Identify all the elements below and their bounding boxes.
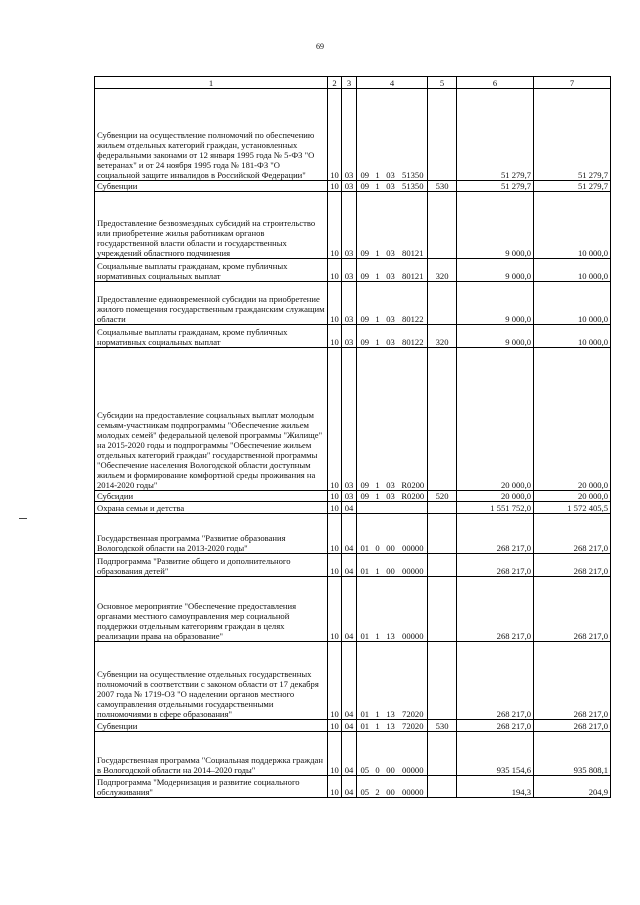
row-section: 10 [328, 554, 342, 577]
row-amount-col6: 1 551 752,0 [457, 502, 534, 514]
row-amount-col7: 268 217,0 [534, 720, 611, 732]
row-code-c: 03 [383, 181, 399, 192]
row-code-d: 00000 [399, 514, 428, 554]
row-name: Субвенции [95, 181, 328, 192]
row-name: Государственная программа "Развитие образования Вологодской области на 2013-2020 годы" [95, 514, 328, 554]
row-section: 10 [328, 282, 342, 325]
row-code-a: 09 [357, 348, 373, 491]
header-col-6: 6 [457, 77, 534, 89]
row-code-c: 03 [383, 192, 399, 259]
row-subsection: 04 [342, 577, 357, 642]
row-amount-col7: 20 000,0 [534, 348, 611, 491]
row-name: Субвенции [95, 720, 328, 732]
row-code-c: 00 [383, 732, 399, 776]
row-amount-col6: 935 154,6 [457, 732, 534, 776]
row-name: Социальные выплаты гражданам, кроме публичных нормативных социальных выплат [95, 325, 328, 348]
row-section: 10 [328, 776, 342, 798]
row-code-d: 80122 [399, 282, 428, 325]
row-subsection: 03 [342, 259, 357, 282]
row-code-b: 0 [373, 514, 383, 554]
row-section: 10 [328, 89, 342, 181]
row-code-d: 80122 [399, 325, 428, 348]
row-expense-type: 530 [428, 720, 457, 732]
row-code-a: 09 [357, 181, 373, 192]
row-subsection: 04 [342, 554, 357, 577]
budget-table [94, 76, 611, 798]
row-name: Предоставление единовременной субсидии на приобретение жилого помещения государственным гражданским служащим области [95, 282, 328, 325]
row-code-a: 05 [357, 732, 373, 776]
row-amount-col7: 10 000,0 [534, 325, 611, 348]
row-section: 10 [328, 732, 342, 776]
row-amount-col6: 268 217,0 [457, 577, 534, 642]
row-section: 10 [328, 642, 342, 720]
row-expense-type [428, 502, 457, 514]
row-expense-type: 320 [428, 325, 457, 348]
row-subsection: 04 [342, 502, 357, 514]
row-code-a [357, 502, 373, 514]
row-section: 10 [328, 514, 342, 554]
row-code-b: 1 [373, 259, 383, 282]
row-code-c: 00 [383, 776, 399, 798]
row-code-b: 1 [373, 554, 383, 577]
row-code-b [373, 502, 383, 514]
table-row [95, 554, 611, 577]
row-code-a: 01 [357, 720, 373, 732]
row-expense-type [428, 776, 457, 798]
row-code-a: 05 [357, 776, 373, 798]
row-subsection: 04 [342, 642, 357, 720]
row-name: Предоставление безвозмездных субсидий на строительство или приобретение жилья работникам органов государственной власти области и государственных учреждений областного подчинения [95, 192, 328, 259]
row-expense-type: 520 [428, 491, 457, 502]
row-code-a: 09 [357, 282, 373, 325]
row-code-c: 03 [383, 325, 399, 348]
table-row [95, 192, 611, 259]
row-amount-col6: 20 000,0 [457, 348, 534, 491]
row-code-b: 1 [373, 89, 383, 181]
table-row [95, 348, 611, 491]
row-name: Субсидии [95, 491, 328, 502]
row-amount-col6: 51 279,7 [457, 181, 534, 192]
row-code-c: 03 [383, 491, 399, 502]
row-section: 10 [328, 502, 342, 514]
row-amount-col7: 1 572 405,5 [534, 502, 611, 514]
row-name: Подпрограмма "Развитие общего и дополнительного образования детей" [95, 554, 328, 577]
row-amount-col7: 268 217,0 [534, 514, 611, 554]
row-code-a: 09 [357, 491, 373, 502]
row-code-c: 13 [383, 577, 399, 642]
row-amount-col7: 20 000,0 [534, 491, 611, 502]
table-row [95, 491, 611, 502]
row-code-b: 1 [373, 491, 383, 502]
row-section: 10 [328, 325, 342, 348]
row-subsection: 03 [342, 192, 357, 259]
row-amount-col6: 268 217,0 [457, 720, 534, 732]
row-subsection: 03 [342, 348, 357, 491]
row-name: Субсидии на предоставление социальных выплат молодым семьям-участникам подпрограммы "Обеспечение жильем молодых семей" федеральной целевой программы "Жилище" на 2015-2020 годы и подпрограммы "Обеспечение жильем отдельных категорий граждан" государственной программы "Обеспечение населения Вологодской области доступным жильем и формирование комфортной среды проживания на 2014-2020 годы" [95, 348, 328, 491]
row-expense-type [428, 732, 457, 776]
row-subsection: 03 [342, 325, 357, 348]
row-expense-type [428, 577, 457, 642]
row-amount-col7: 268 217,0 [534, 577, 611, 642]
row-code-d: 00000 [399, 776, 428, 798]
table-row [95, 502, 611, 514]
row-code-a: 09 [357, 325, 373, 348]
margin-mark [19, 518, 27, 519]
row-code-b: 1 [373, 181, 383, 192]
table-row [95, 181, 611, 192]
row-code-a: 01 [357, 642, 373, 720]
row-name: Субвенции на осуществление отдельных государственных полномочий в соответствии с законом области от 17 декабря 2007 года № 1719-ОЗ "О наделении органов местного самоуправления отдельными государственными полномочиями в сфере образования" [95, 642, 328, 720]
header-col-7: 7 [534, 77, 611, 89]
row-name: Субвенции на осуществление полномочий по обеспечению жильем отдельных категорий граждан, установленных федеральными законами от 12 января 1995 года № 5-ФЗ "О ветеранах" и от 24 ноября 1995 года № 181-ФЗ "О социальной защите инвалидов в Российской Федерации" [95, 89, 328, 181]
row-expense-type [428, 514, 457, 554]
row-subsection: 03 [342, 491, 357, 502]
row-section: 10 [328, 348, 342, 491]
row-amount-col7: 10 000,0 [534, 192, 611, 259]
row-subsection: 04 [342, 720, 357, 732]
table-row [95, 89, 611, 181]
row-code-d: 80121 [399, 259, 428, 282]
row-code-a: 09 [357, 192, 373, 259]
row-code-b: 1 [373, 642, 383, 720]
row-amount-col6: 20 000,0 [457, 491, 534, 502]
row-code-b: 1 [373, 282, 383, 325]
row-code-d: 51350 [399, 89, 428, 181]
header-col-1: 1 [95, 77, 328, 89]
row-amount-col7: 268 217,0 [534, 554, 611, 577]
row-subsection: 03 [342, 282, 357, 325]
row-section: 10 [328, 181, 342, 192]
row-section: 10 [328, 720, 342, 732]
row-subsection: 03 [342, 181, 357, 192]
row-code-c: 00 [383, 514, 399, 554]
row-subsection: 04 [342, 732, 357, 776]
table-row [95, 732, 611, 776]
header-col-5: 5 [428, 77, 457, 89]
row-code-a: 09 [357, 89, 373, 181]
row-code-a: 01 [357, 514, 373, 554]
table-row [95, 720, 611, 732]
row-code-c: 00 [383, 554, 399, 577]
row-code-b: 1 [373, 192, 383, 259]
row-section: 10 [328, 259, 342, 282]
row-expense-type [428, 192, 457, 259]
row-section: 10 [328, 491, 342, 502]
row-amount-col6: 51 279,7 [457, 89, 534, 181]
row-code-d: R0200 [399, 491, 428, 502]
table-row [95, 325, 611, 348]
header-col-3: 3 [342, 77, 357, 89]
row-expense-type [428, 554, 457, 577]
row-amount-col6: 9 000,0 [457, 259, 534, 282]
table-row [95, 282, 611, 325]
row-code-c: 13 [383, 720, 399, 732]
header-col-2: 2 [328, 77, 342, 89]
row-code-a: 01 [357, 577, 373, 642]
row-expense-type: 320 [428, 259, 457, 282]
row-amount-col7: 51 279,7 [534, 89, 611, 181]
row-amount-col6: 9 000,0 [457, 325, 534, 348]
row-subsection: 03 [342, 89, 357, 181]
row-amount-col6: 194,3 [457, 776, 534, 798]
row-code-c: 03 [383, 282, 399, 325]
table-row [95, 642, 611, 720]
row-section: 10 [328, 577, 342, 642]
row-code-b: 1 [373, 348, 383, 491]
row-code-c [383, 502, 399, 514]
row-code-a: 01 [357, 554, 373, 577]
row-amount-col6: 9 000,0 [457, 282, 534, 325]
row-code-c: 03 [383, 259, 399, 282]
row-code-b: 1 [373, 720, 383, 732]
row-code-c: 03 [383, 348, 399, 491]
row-code-d: 72020 [399, 720, 428, 732]
row-expense-type [428, 642, 457, 720]
row-name: Основное мероприятие "Обеспечение предоставления органами местного самоуправления мер социальной поддержки отдельным категориям граждан в целях реализации права на образование" [95, 577, 328, 642]
row-code-d: 51350 [399, 181, 428, 192]
row-code-d: 00000 [399, 554, 428, 577]
row-name: Подпрограмма "Модернизация и развитие социального обслуживания" [95, 776, 328, 798]
row-amount-col7: 268 217,0 [534, 642, 611, 720]
header-col-4: 4 [357, 77, 428, 89]
row-code-b: 0 [373, 732, 383, 776]
row-subsection: 04 [342, 776, 357, 798]
row-expense-type: 530 [428, 181, 457, 192]
table-row [95, 514, 611, 554]
row-amount-col7: 204,9 [534, 776, 611, 798]
row-code-b: 1 [373, 577, 383, 642]
row-amount-col6: 268 217,0 [457, 642, 534, 720]
row-code-d: 00000 [399, 577, 428, 642]
row-amount-col6: 268 217,0 [457, 514, 534, 554]
row-amount-col7: 51 279,7 [534, 181, 611, 192]
row-code-b: 2 [373, 776, 383, 798]
row-name: Государственная программа "Социальная поддержка граждан в Вологодской области на 2014–2020 годы" [95, 732, 328, 776]
row-code-c: 03 [383, 89, 399, 181]
row-name: Охрана семьи и детства [95, 502, 328, 514]
row-amount-col7: 935 808,1 [534, 732, 611, 776]
table-row [95, 259, 611, 282]
row-code-b: 1 [373, 325, 383, 348]
row-amount-col7: 10 000,0 [534, 259, 611, 282]
table-row [95, 776, 611, 798]
header-row [95, 77, 611, 89]
row-code-d [399, 502, 428, 514]
row-name: Социальные выплаты гражданам, кроме публичных нормативных социальных выплат [95, 259, 328, 282]
row-expense-type [428, 282, 457, 325]
row-code-d: R0200 [399, 348, 428, 491]
row-section: 10 [328, 192, 342, 259]
row-code-d: 80121 [399, 192, 428, 259]
row-code-c: 13 [383, 642, 399, 720]
table-row [95, 577, 611, 642]
row-code-d: 72020 [399, 642, 428, 720]
row-code-a: 09 [357, 259, 373, 282]
row-amount-col6: 9 000,0 [457, 192, 534, 259]
row-expense-type [428, 348, 457, 491]
row-subsection: 04 [342, 514, 357, 554]
row-expense-type [428, 89, 457, 181]
row-amount-col7: 10 000,0 [534, 282, 611, 325]
row-code-d: 00000 [399, 732, 428, 776]
row-amount-col6: 268 217,0 [457, 554, 534, 577]
page-number: 69 [316, 42, 324, 51]
